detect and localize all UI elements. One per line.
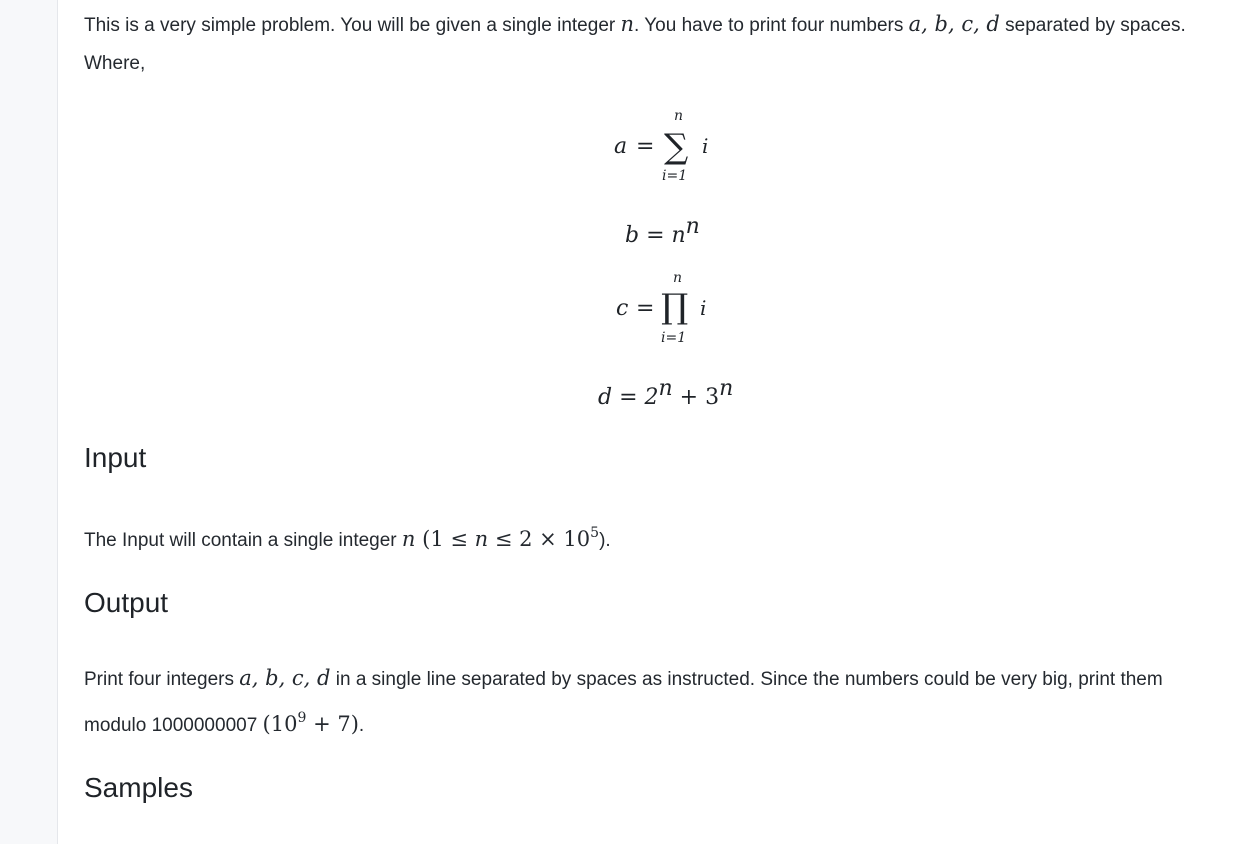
sum-upper-limit: n bbox=[674, 108, 684, 124]
input-text-pre: The Input will contain a single integer bbox=[84, 530, 402, 551]
output-modulo-text: modulo 1000000007 bbox=[84, 715, 263, 736]
output-text-mid: in a single line separated by spaces as instructed. Since the numbers could be very big, print them bbox=[330, 669, 1163, 690]
equation-d-mid: + 3 bbox=[672, 385, 720, 410]
equation-c-lhs: c bbox=[616, 296, 629, 321]
mod-post: + 7) bbox=[306, 712, 359, 736]
equation-a-lhs: a bbox=[614, 134, 628, 159]
output-heading: Output bbox=[84, 587, 169, 618]
constraint-n: n bbox=[474, 527, 489, 551]
product-upper-limit: n bbox=[673, 270, 683, 286]
constraint-pre: (1 ≤ bbox=[415, 527, 475, 551]
input-text bbox=[84, 513, 611, 561]
output-text-pre: Print four integers bbox=[84, 669, 240, 690]
equation-b-exponent: n bbox=[685, 214, 700, 239]
constraint-post: ≤ 2 × 10 bbox=[488, 527, 591, 551]
math-abcd: a, b, c, d bbox=[239, 666, 331, 690]
input-text-post: ). bbox=[599, 530, 611, 551]
equation-b bbox=[625, 214, 700, 248]
equals-sign: = bbox=[636, 296, 655, 321]
samples-heading: Samples bbox=[84, 772, 193, 803]
product-symbol: ∏ bbox=[661, 287, 689, 327]
product-body: i bbox=[700, 296, 707, 320]
statement-text: This is a very simple problem. You will be given a single integer bbox=[84, 15, 621, 36]
equation-d-text: d = 2 bbox=[598, 385, 659, 410]
math-abcd: a, b, c, d bbox=[908, 12, 1000, 36]
math-n: n bbox=[620, 12, 635, 36]
equation-b-text: b = n bbox=[625, 223, 686, 248]
output-text-post: . bbox=[358, 715, 365, 736]
math-n: n bbox=[401, 527, 416, 551]
equals-sign: = bbox=[636, 134, 655, 159]
equation-d bbox=[598, 376, 733, 410]
equation-d-exponent-2: n bbox=[719, 376, 734, 401]
output-text-line-1 bbox=[84, 658, 1163, 700]
sum-symbol: ∑ bbox=[664, 127, 689, 167]
equation-d-exponent-1: n bbox=[658, 376, 673, 401]
statement-line-1 bbox=[84, 4, 1186, 46]
output-text-line-2 bbox=[84, 698, 364, 746]
statement-text: . You have to print four numbers bbox=[634, 15, 909, 36]
equation-a bbox=[614, 108, 724, 188]
statement-where: Where, bbox=[84, 53, 146, 74]
constraint-exponent: 5 bbox=[590, 525, 600, 541]
product-lower-limit: i=1 bbox=[661, 330, 687, 346]
equation-c bbox=[616, 270, 726, 350]
mod-exponent: 9 bbox=[297, 710, 307, 726]
left-rail bbox=[0, 0, 58, 844]
sum-body: i bbox=[702, 134, 709, 158]
sum-lower-limit: i=1 bbox=[662, 168, 688, 184]
mod-base: (10 bbox=[262, 712, 298, 736]
input-heading: Input bbox=[84, 442, 147, 473]
statement-text: separated by spaces. bbox=[999, 15, 1186, 36]
